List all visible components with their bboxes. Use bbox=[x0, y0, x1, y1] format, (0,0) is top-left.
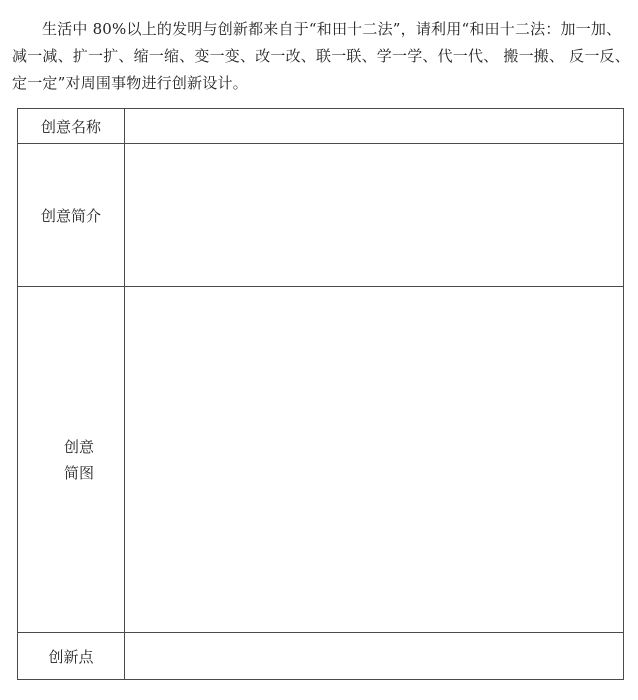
instruction-line: 生活中 80%以上的发明与创新都来自于“和田十二法”，请利用“和田十二法：加一加、 bbox=[42, 20, 622, 38]
form-row-innovation bbox=[18, 633, 624, 680]
innovation-point-field[interactable] bbox=[125, 633, 624, 680]
creative-name-field[interactable] bbox=[125, 109, 624, 144]
design-form-table bbox=[17, 108, 624, 680]
form-label-summary: 创意简介 bbox=[18, 144, 125, 287]
instruction-paragraph bbox=[12, 16, 630, 97]
form-row-summary bbox=[18, 144, 624, 287]
creative-summary-field[interactable] bbox=[125, 144, 624, 287]
form-label-sketch: 创意简图 bbox=[64, 437, 95, 482]
form-label-innovation: 创新点 bbox=[18, 633, 125, 680]
instruction-line: 减一减、扩一扩、缩一缩、变一变、改一改、联一联、学一学、代一代、 搬一搬、 反一反、 bbox=[12, 47, 630, 65]
instruction-line: 定一定”对周围事物进行创新设计。 bbox=[12, 74, 248, 92]
form-row-sketch bbox=[18, 287, 624, 633]
form-label-sketch-cell bbox=[18, 287, 125, 633]
form-row-name bbox=[18, 109, 624, 144]
creative-sketch-area[interactable] bbox=[125, 287, 624, 633]
form-label-name: 创意名称 bbox=[18, 109, 125, 144]
